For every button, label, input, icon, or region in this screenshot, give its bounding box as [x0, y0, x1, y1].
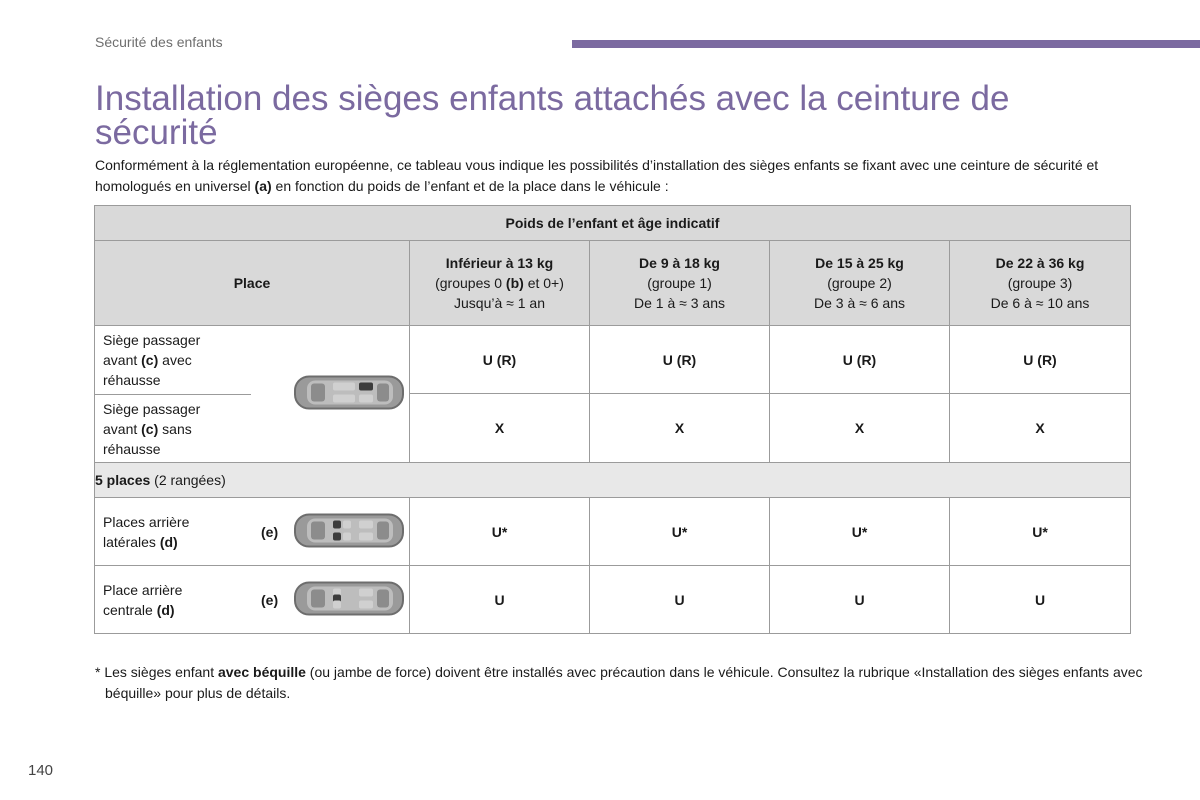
- rear-lateral-place-cell: [95, 498, 410, 566]
- weight-column-header: De 9 à 18 kg (groupe 1) De 1 à ≈ 3 ans: [590, 241, 770, 326]
- table-cell: U: [770, 566, 950, 634]
- intro-paragraph: Conformément à la réglementation européenne, ce tableau vous indique les possibilités d’installation des sièges enfants se fixant avec une ceinture de sécurité et homologués en universel (a) en fonction du poids de l’enfant et de la place dans le véhicule :: [95, 157, 1099, 194]
- place-label: Places arrière latérales (d): [103, 513, 190, 550]
- page-title: Installation des sièges enfants attachés avec la ceinture de sécurité: [95, 79, 1010, 152]
- table-cell: U: [950, 566, 1131, 634]
- table-cell: U: [590, 566, 770, 634]
- table-cell: U (R): [950, 326, 1131, 394]
- place-label: Siège passager avant (c) sans réhausse: [103, 401, 201, 457]
- table-cell: X: [770, 394, 950, 463]
- table-cell: U (R): [770, 326, 950, 394]
- table-cell: U*: [770, 498, 950, 566]
- table-top-header: Poids de l’enfant et âge indicatif: [95, 206, 1131, 241]
- car-rear-center-icon: [293, 574, 405, 625]
- section-label: Sécurité des enfants: [95, 34, 223, 50]
- footnote: * Les sièges enfant avec béquille (ou jambe de force) doivent être installés avec précaution dans le véhicule. Consultez la rubrique «Installation des sièges enfants avec béquille» pour plus de détails.: [95, 664, 1143, 701]
- note-reference: (e): [261, 523, 279, 540]
- weight-column-header: De 15 à 25 kg (groupe 2) De 3 à ≈ 6 ans: [770, 241, 950, 326]
- section-accent-bar: [572, 40, 1200, 48]
- front-passenger-place-cell: [95, 326, 410, 463]
- weight-column-header: De 22 à 36 kg (groupe 3) De 6 à ≈ 10 ans: [950, 241, 1131, 326]
- place-label: Place arrière centrale (d): [103, 581, 183, 618]
- table-cell: U*: [950, 498, 1131, 566]
- table-cell: U*: [590, 498, 770, 566]
- seating-group-row: 5 places (2 rangées): [95, 463, 1131, 498]
- table-cell: U*: [410, 498, 590, 566]
- car-rear-lateral-icon: [293, 506, 405, 557]
- car-front-seat-icon: [293, 369, 405, 420]
- table-cell: U (R): [590, 326, 770, 394]
- page-number: 140: [28, 762, 54, 779]
- place-label: Siège passager avant (c) avec réhausse: [103, 332, 201, 388]
- table-cell: U: [410, 566, 590, 634]
- table-cell: X: [410, 394, 590, 463]
- weight-column-header: Inférieur à 13 kg (groupes 0 (b) et 0+) Jusqu’à ≈ 1 an: [410, 241, 590, 326]
- table-cell: U (R): [410, 326, 590, 394]
- rear-center-place-cell: [95, 566, 410, 634]
- place-header: Place: [95, 241, 410, 326]
- note-reference: (e): [261, 591, 279, 608]
- child-seat-table: [94, 205, 1131, 634]
- table-cell: X: [590, 394, 770, 463]
- table-cell: X: [950, 394, 1131, 463]
